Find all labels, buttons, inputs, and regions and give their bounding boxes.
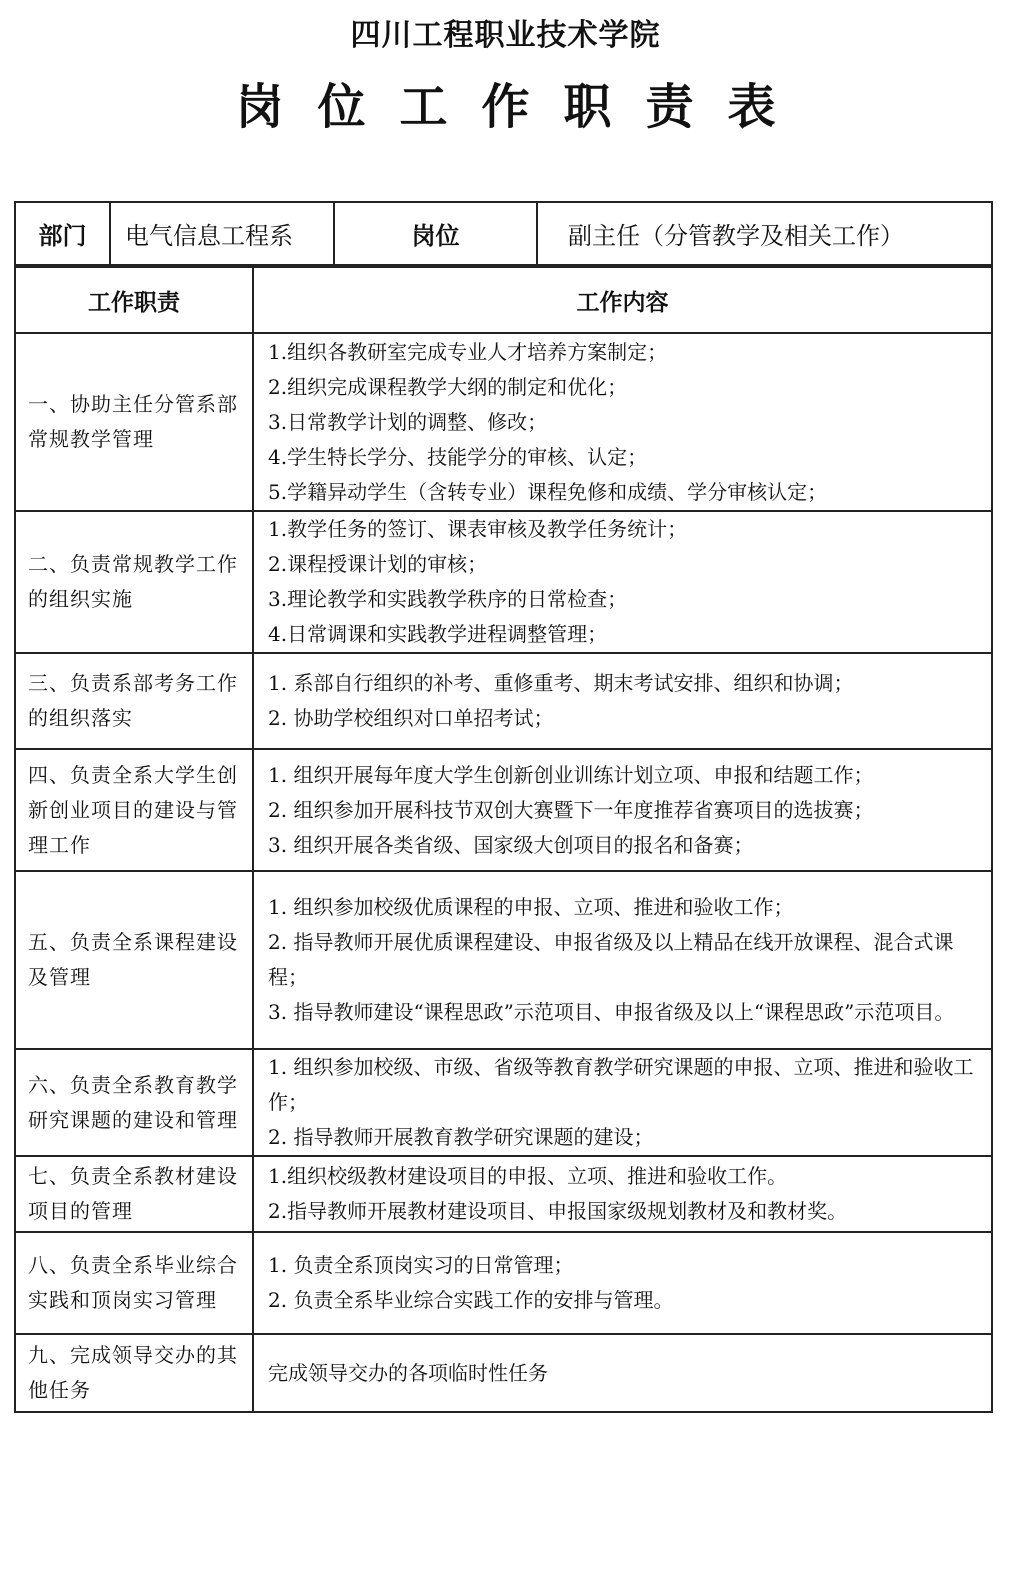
column-header-content: 工作内容	[253, 267, 992, 333]
content-item: 1.组织各教研室完成专业人才培养方案制定；	[268, 339, 668, 364]
duty-cell: 五、负责全系课程建设及管理	[15, 871, 253, 1049]
duty-cell: 七、负责全系教材建设项目的管理	[15, 1156, 253, 1232]
content-item: 2. 协助学校组织对口单招考试；	[268, 706, 554, 730]
school-name: 四川工程职业技术学院	[350, 18, 661, 53]
content-item: 5.学籍异动学生（含转专业）课程免修和成绩、学分审核认定；	[268, 479, 828, 504]
content-item: 2. 组织参加开展科技节双创大赛暨下一年度推荐省赛项目的选拔赛；	[268, 797, 874, 822]
content-cell	[253, 1049, 992, 1156]
department-label: 部门	[15, 202, 110, 265]
content-cell	[253, 749, 992, 871]
duty-cell: 九、完成领导交办的其他任务	[15, 1334, 253, 1412]
content-item: 3.日常教学计划的调整、修改；	[268, 409, 548, 434]
duty-cell: 八、负责全系毕业综合实践和顶岗实习管理	[15, 1232, 253, 1334]
content-cell	[253, 1334, 992, 1412]
document-title: 岗位工作职责表	[235, 79, 810, 135]
table-row	[15, 1334, 992, 1412]
content-item: 2. 指导教师开展优质课程建设、申报省级及以上精品在线开放课程、混合式课程；	[268, 930, 954, 989]
content-item: 完成领导交办的各项临时性任务	[268, 1360, 548, 1385]
content-cell	[253, 333, 992, 511]
content-item: 2. 负责全系毕业综合实践工作的安排与管理。	[268, 1288, 674, 1312]
position-label: 岗位	[334, 202, 537, 265]
table-row	[15, 1156, 992, 1232]
duty-cell: 三、负责系部考务工作的组织落实	[15, 653, 253, 749]
table-row	[15, 1232, 992, 1334]
content-item: 1.教学任务的签订、课表审核及教学任务统计；	[268, 517, 688, 541]
content-item: 1. 组织参加校级、市级、省级等教育教学研究课题的申报、立项、推进和验收工作；	[268, 1055, 974, 1114]
content-cell	[253, 653, 992, 749]
department-value: 电气信息工程系	[110, 202, 334, 265]
content-item: 4.学生特长学分、技能学分的审核、认定；	[268, 444, 648, 469]
content-item: 2.课程授课计划的审核；	[268, 552, 488, 576]
content-item: 2.组织完成课程教学大纲的制定和优化；	[268, 374, 628, 399]
content-cell	[253, 1156, 992, 1232]
content-item: 1. 负责全系顶岗实习的日常管理；	[268, 1253, 574, 1277]
duty-table	[14, 266, 993, 1413]
table-row	[15, 871, 992, 1049]
position-value: 副主任（分管教学及相关工作）	[537, 202, 992, 265]
table-row	[15, 749, 992, 871]
duty-cell: 六、负责全系教育教学研究课题的建设和管理	[15, 1049, 253, 1156]
content-cell	[253, 511, 992, 653]
table-row	[15, 1049, 992, 1156]
duty-cell: 一、协助主任分管系部常规教学管理	[15, 333, 253, 511]
content-item: 2. 指导教师开展教育教学研究课题的建设；	[268, 1125, 654, 1149]
content-item: 2.指导教师开展教材建设项目、申报国家级规划教材及和教材奖。	[268, 1199, 848, 1223]
content-item: 1.组织校级教材建设项目的申报、立项、推进和验收工作。	[268, 1164, 788, 1188]
duty-rows	[15, 333, 992, 1412]
content-item: 1. 系部自行组织的补考、重修重考、期末考试安排、组织和协调；	[268, 671, 854, 695]
duty-cell: 四、负责全系大学生创新创业项目的建设与管理工作	[15, 749, 253, 871]
content-cell	[253, 1232, 992, 1334]
column-header-duty: 工作职责	[15, 267, 253, 333]
table-row	[15, 653, 992, 749]
content-cell	[253, 871, 992, 1049]
content-item: 3. 组织开展各类省级、国家级大创项目的报名和备赛；	[268, 832, 754, 857]
table-row	[15, 511, 992, 653]
table-row	[15, 333, 992, 511]
duty-cell: 二、负责常规教学工作的组织实施	[15, 511, 253, 653]
content-item: 4.日常调课和实践教学进程调整管理；	[268, 622, 608, 646]
content-item: 3. 指导教师建设“课程思政”示范项目、申报省级及以上“课程思政”示范项目。	[268, 1000, 955, 1024]
content-item: 3.理论教学和实践教学秩序的日常检查；	[268, 587, 628, 611]
content-item: 1. 组织参加校级优质课程的申报、立项、推进和验收工作；	[268, 895, 794, 919]
content-item: 1. 组织开展每年度大学生创新创业训练计划立项、申报和结题工作；	[268, 762, 874, 787]
info-table	[14, 201, 993, 266]
